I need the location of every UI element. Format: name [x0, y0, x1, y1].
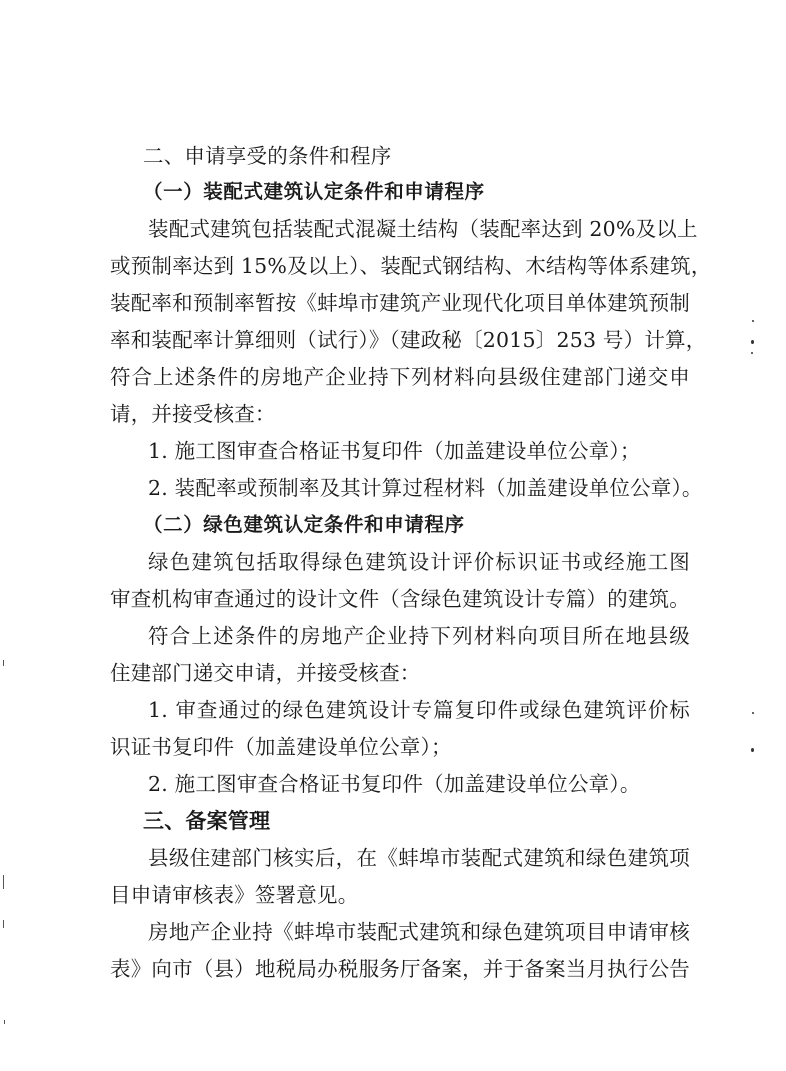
sub2-paragraph-2-line: 住建部门递交申请，并接受核查：: [110, 661, 421, 685]
section3-paragraph-2-line: 表》向市（县）地税局办税服务厅备案，并于备案当月执行公告: [110, 957, 690, 981]
section3-paragraph-1-line: 县级住建部门核实后，在《蚌埠市装配式建筑和绿色建筑项: [148, 846, 690, 870]
section-3-heading: 三、备案管理: [143, 809, 271, 833]
subsection-2-heading: （二）绿色建筑认定条件和申请程序: [143, 513, 465, 536]
section3-paragraph-1-line: 目申请审核表》签署意见。: [110, 883, 359, 907]
scan-speck: [751, 340, 754, 344]
sub1-list-item-1: 1. 施工图审查合格证书复印件（加盖建设单位公章）；: [148, 439, 641, 463]
scan-edge-mark: [3, 875, 4, 889]
sub2-paragraph-1-line: 绿色建筑包括取得绿色建筑设计评价标识证书或经施工图: [148, 550, 690, 574]
scan-speck: [752, 712, 754, 714]
section-2-heading: 二、申请享受的条件和程序: [143, 144, 392, 168]
sub2-list-item-2: 2. 施工图审查合格证书复印件（加盖建设单位公章）。: [148, 772, 641, 796]
sub1-paragraph-line: 装配式建筑包括装配式混凝土结构（装配率达到 20%及以上: [148, 217, 698, 241]
scan-speck: [752, 320, 754, 322]
sub2-list-item-1-line: 识证书复印件（加盖建设单位公章）；: [110, 735, 452, 759]
scan-edge-mark: [3, 660, 4, 666]
sub2-paragraph-2-line: 符合上述条件的房地产企业持下列材料向项目所在地县级: [148, 624, 690, 648]
sub1-paragraph-line: 装配率和预制率暂按《蚌埠市建筑产业现代化项目单体建筑预制: [110, 291, 690, 315]
sub1-list-item-2: 2. 装配率或预制率及其计算过程材料（加盖建设单位公章）。: [148, 476, 703, 500]
sub2-list-item-1-line: 1. 审查通过的绿色建筑设计专篇复印件或绿色建筑评价标: [148, 698, 690, 722]
subsection-1-heading: （一）装配式建筑认定条件和申请程序: [143, 180, 485, 203]
scan-edge-mark: [3, 920, 4, 928]
sub2-paragraph-1-line: 审查机构审查通过的设计文件（含绿色建筑设计专篇）的建筑。: [110, 587, 690, 611]
scan-speck: [751, 748, 754, 752]
scan-edge-mark: [4, 1020, 5, 1024]
scan-speck: [751, 352, 753, 354]
sub1-paragraph-line: 符合上述条件的房地产企业持下列材料向县级住建部门递交申: [110, 365, 690, 389]
section3-paragraph-2-line: 房地产企业持《蚌埠市装配式建筑和绿色建筑项目申请审核: [148, 920, 690, 944]
sub1-paragraph-line: 率和装配率计算细则（试行）》（建政秘〔2015〕253 号）计算，: [110, 328, 707, 352]
sub1-paragraph-line: 或预制率达到 15%及以上）、装配式钢结构、木结构等体系建筑，: [110, 254, 712, 278]
sub1-paragraph-line: 请，并接受核查：: [110, 402, 276, 426]
